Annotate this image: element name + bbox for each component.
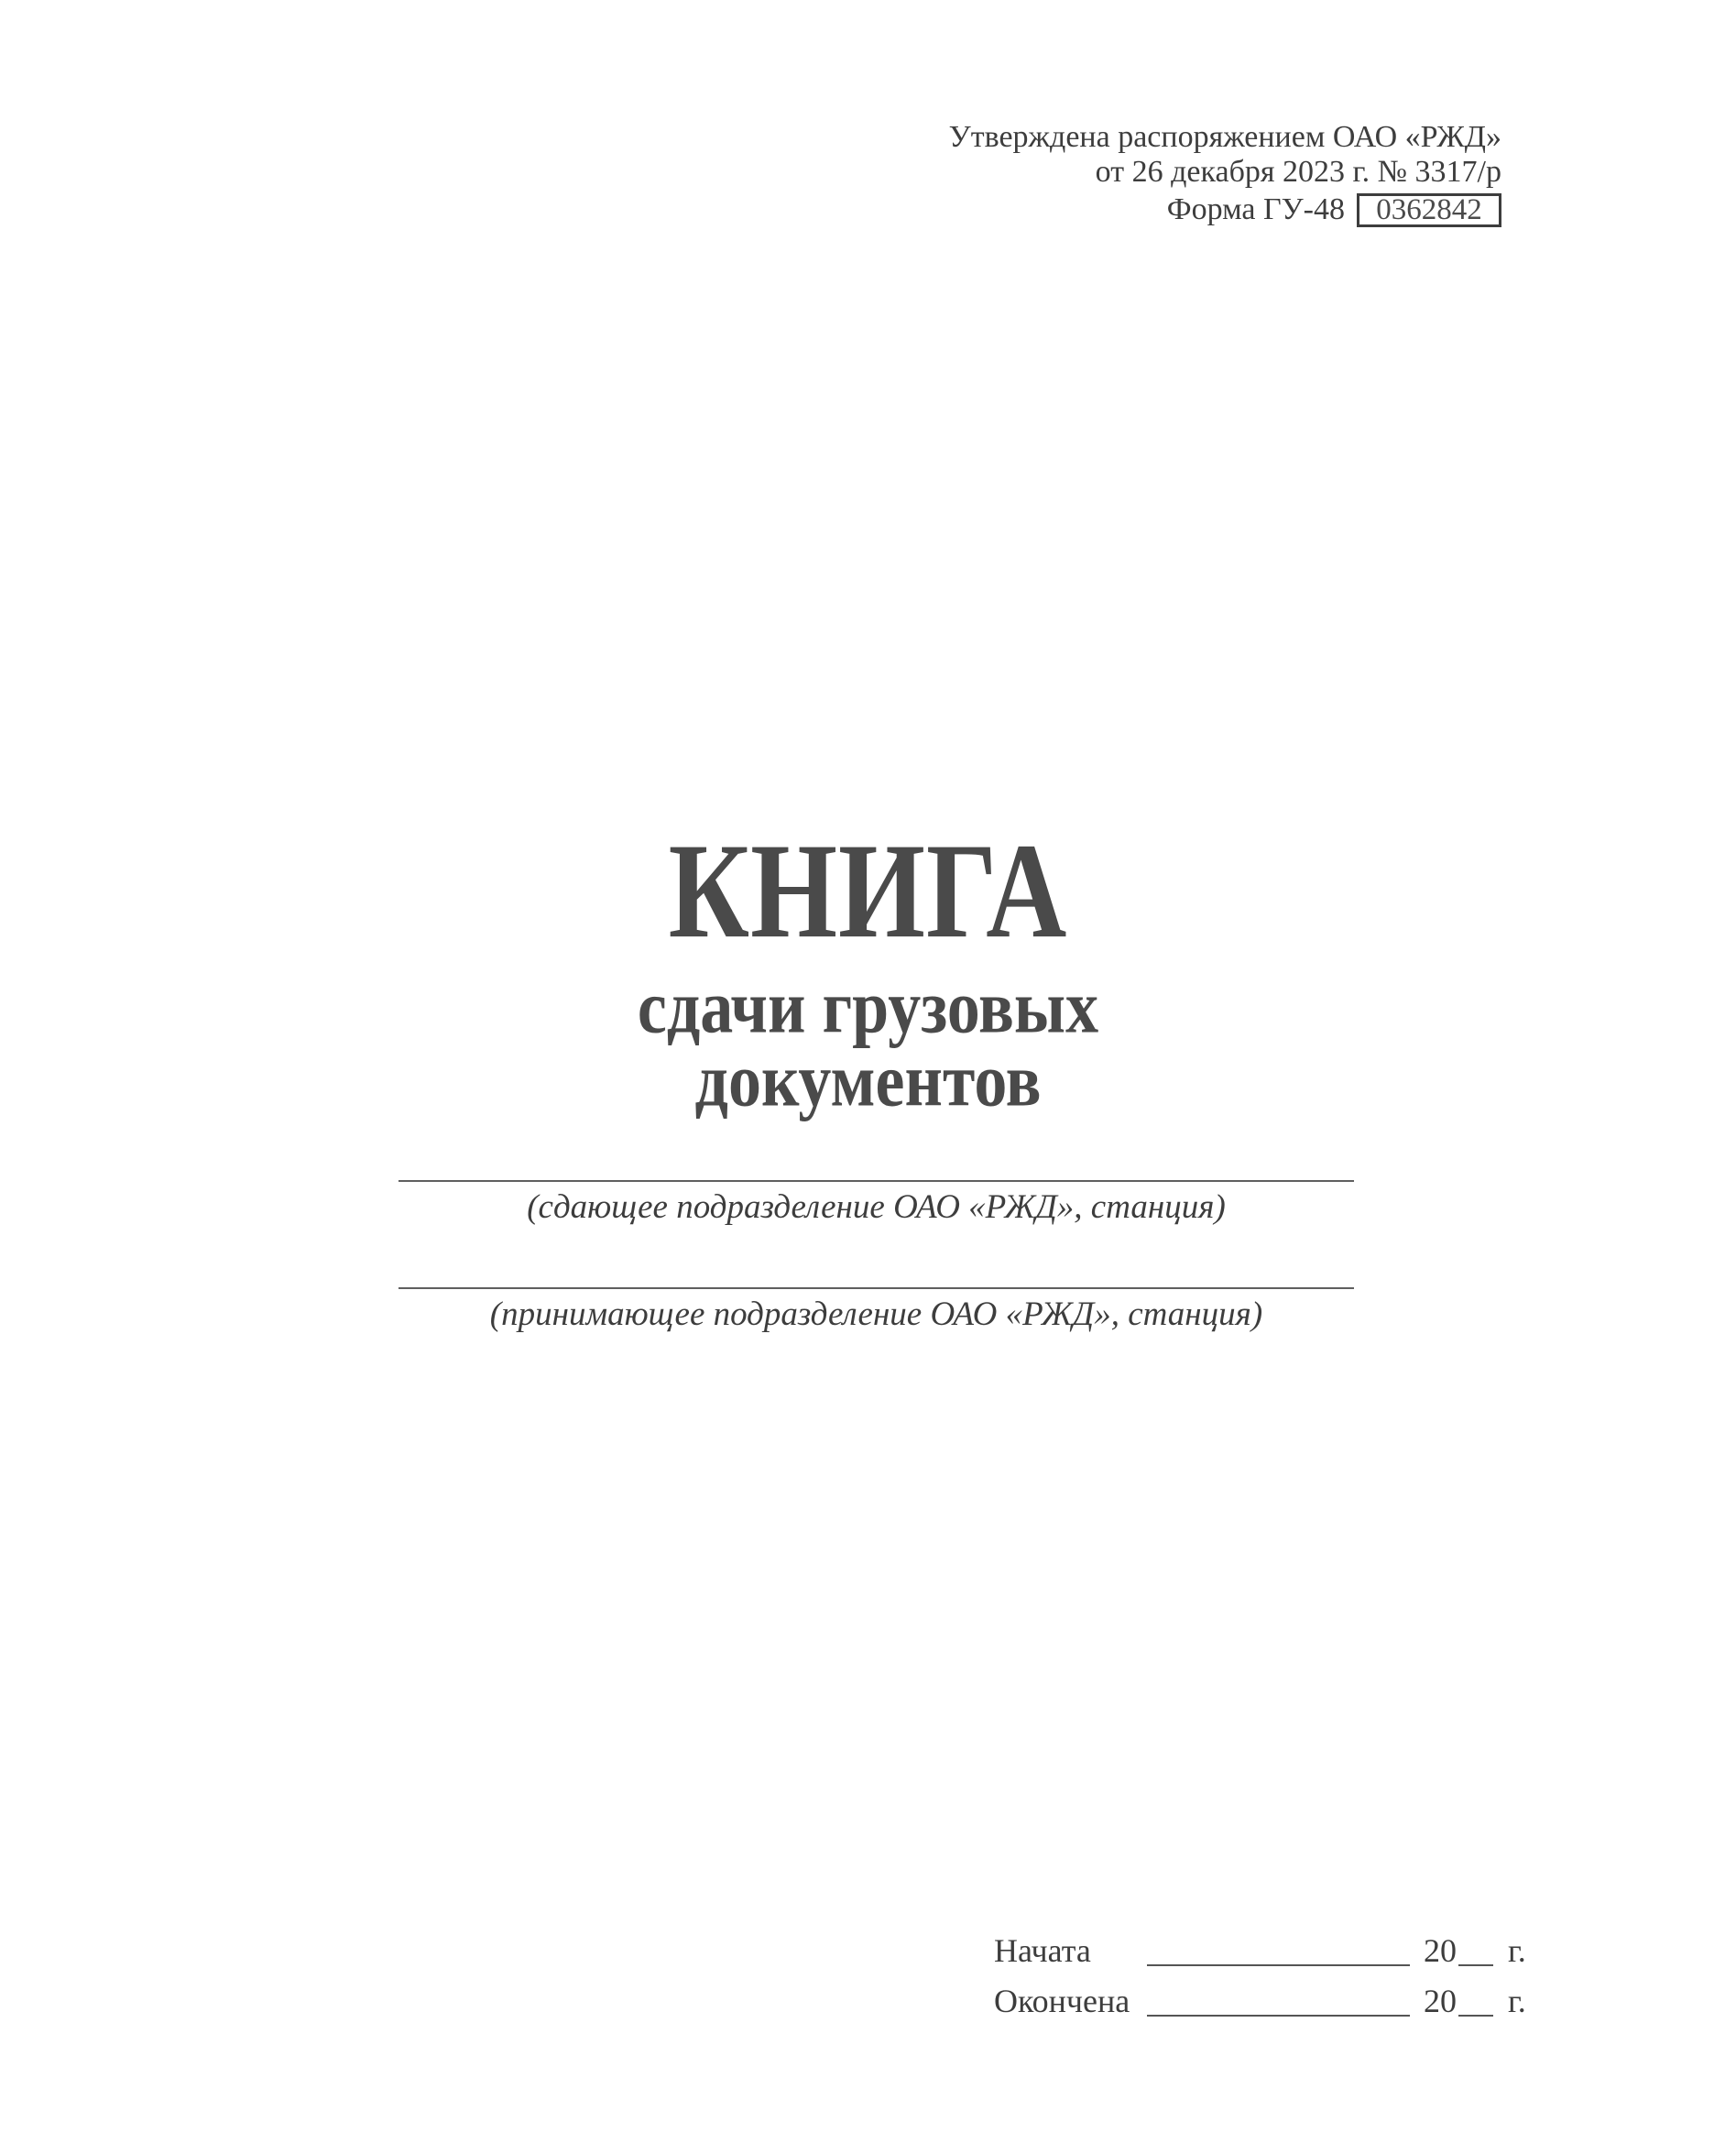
started-date-input-line[interactable] <box>1147 1964 1410 1966</box>
finished-date-input-line[interactable] <box>1147 2015 1410 2017</box>
receiving-unit-field <box>399 1287 1354 1335</box>
approval-line-1: Утверждена распоряжением ОАО «РЖД» <box>948 120 1501 154</box>
sending-unit-input-line[interactable] <box>399 1180 1354 1182</box>
dates-block <box>994 1919 1526 2020</box>
form-number: 0362842 <box>1376 193 1482 226</box>
finished-row <box>994 1970 1526 2020</box>
document-subtitle-line2: документов <box>694 1038 1042 1122</box>
started-year-input-line[interactable] <box>1458 1964 1493 1966</box>
form-code-label: Форма ГУ-48 <box>1166 192 1345 226</box>
finished-year-suffix: г. <box>1508 1983 1526 2019</box>
started-year-prefix: 20 <box>1424 1932 1457 1969</box>
started-year-suffix: г. <box>1508 1932 1526 1969</box>
approval-note <box>949 120 1501 227</box>
finished-label: Окончена <box>994 1983 1130 2019</box>
started-row <box>994 1919 1526 1970</box>
started-label: Начата <box>994 1932 1091 1969</box>
form-number-box <box>1357 193 1501 227</box>
receiving-unit-input-line[interactable] <box>399 1287 1354 1289</box>
finished-year-input-line[interactable] <box>1458 2015 1493 2017</box>
form-code-row <box>949 192 1501 227</box>
sending-unit-field <box>399 1180 1354 1228</box>
title-block <box>0 815 1736 1122</box>
finished-year-prefix: 20 <box>1424 1983 1457 2019</box>
sending-unit-caption: (сдающее подразделение ОАО «РЖД», станция) <box>527 1188 1226 1226</box>
document-subtitle-line1: сдачи грузовых <box>637 965 1099 1049</box>
approval-line-2: от 26 декабря 2023 г. № 3317/р <box>1095 155 1501 189</box>
document-title: КНИГА <box>668 815 1068 968</box>
receiving-unit-caption: (принимающее подразделение ОАО «РЖД», станция) <box>489 1296 1263 1333</box>
